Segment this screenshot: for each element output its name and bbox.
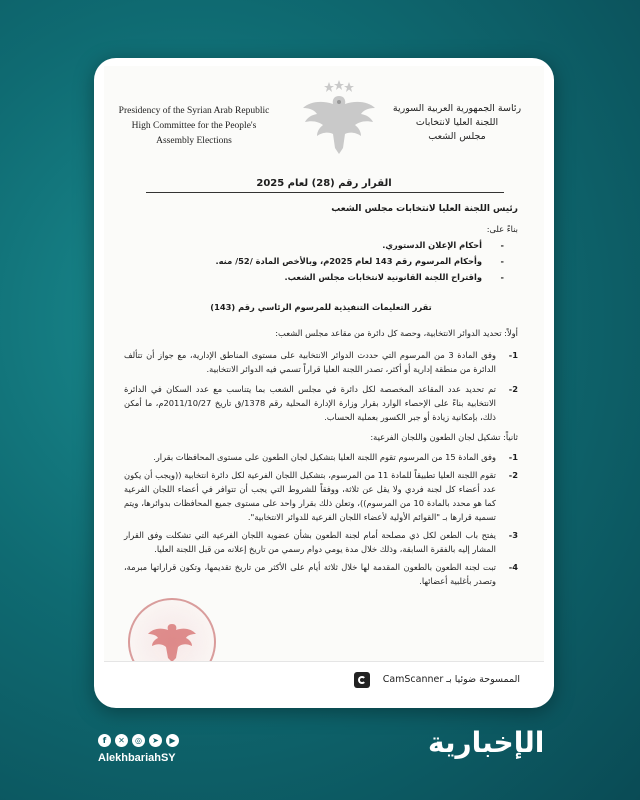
section2-title: ثانياً: تشكيل لجان الطعون واللجان الفرعية: — [370, 432, 518, 442]
x-icon[interactable]: ✕ — [115, 734, 128, 747]
decides-heading: تقرر التعليمات التنفيذية للمرسوم الرئاسي رقم (143) — [210, 302, 432, 312]
social-handle: AlekhbariahSY — [98, 752, 176, 764]
list-item: 1- وفق المادة 3 من المرسوم التي حددت الدوائر الانتخابية على مستوى المناطق الإدارية، مع جواز أن تتألف الدائرة من منطقة إدارية أو أكثر، تصدر اللجنة العليا قراراً تسمي فيه الدوائر الانتخابية. — [124, 350, 518, 374]
header-ar-line: مجلس الشعب — [428, 131, 486, 142]
header-en-line: Presidency of the Syrian Arab Republic — [118, 106, 270, 116]
issuer-line: رئيس اللجنة العليا لانتخابات مجلس الشعب — [331, 204, 518, 214]
instagram-icon[interactable]: ◎ — [132, 734, 145, 747]
list-item: - أحكام الإعلان الدستوري. — [382, 240, 504, 250]
youtube-icon[interactable]: ▶ — [166, 734, 179, 747]
header-arabic — [392, 102, 522, 144]
camscanner-text: الممسوحة ضوئيا بـ CamScanner — [382, 674, 520, 685]
header-english — [114, 104, 274, 149]
list-item: 2- تم تحديد عدد المقاعد المخصصة لكل دائرة في مجلس الشعب بما يتناسب مع عدد السكان في الدائرة الانتخابية بناءً على الإحصاء الوارد بقرار وزارة الإدارة المحلية رقم 1378/ق تاريخ 2011/10/27م، ما أمكن ذلك، بإمكانية زيادة أو جبر الكسور بعملية الحساب. — [124, 384, 518, 422]
basis-list — [124, 238, 504, 286]
document-page — [104, 66, 544, 700]
camscanner-logo-icon — [354, 672, 370, 688]
section1-title: أولاً: تحديد الدوائر الانتخابية، وحصة كل دائرة من مقاعد مجلس الشعب: — [275, 328, 518, 338]
list-item: 2- تقوم اللجنة العليا تطبيقاً للمادة 11 من المرسوم، بتشكيل اللجان الفرعية لكل دائرة انتخابية ((ويجب أن يكون عدد أعضاء كل لجنة فردي ولا يقل عن ثلاثة، ووفقاً للشروط التي يجب أن تتوافر في أعضاء اللجان الفرعية كما هو محدد بالمادة 10 من المرسوم))، وتعلن ذلك بقرار واحد على مستوى جميع المحافظات بدوائرها، ويتم تسمية قرارها بـ "القوائم الأولية لأعضاء اللجان الفرعية للدوائر الانتخابية". — [124, 470, 518, 522]
eagle-emblem-icon — [299, 78, 379, 158]
list-item: 3- يفتح باب الطعن لكل ذي مصلحة أمام لجنة الطعون بشأن عضوية اللجان الفرعية التي تشكلت وفق القرار المشار إليه بالفقرة السابقة، وذلك خلال مدة يومي دوام رسمي من تاريخ إعلانه من قبل اللجنة العليا. — [124, 530, 518, 554]
header-ar-line: اللجنة العليا لانتخابات — [415, 117, 499, 128]
brand-logo: الإخبارية — [428, 726, 545, 759]
title-divider — [146, 192, 504, 193]
document-frame — [94, 58, 554, 708]
section1-list — [124, 348, 518, 426]
based-on-label: بناءً على: — [486, 224, 518, 234]
header-en-line: High Committee for the People's — [131, 121, 257, 131]
facebook-icon[interactable]: f — [98, 734, 111, 747]
telegram-icon[interactable]: ➤ — [149, 734, 162, 747]
social-icons — [98, 734, 179, 747]
decision-title: القرار رقم (28) لعام 2025 — [256, 178, 392, 189]
list-item: 4- تبت لجنة الطعون بالطعون المقدمة لها خلال ثلاثة أيام على الأكثر من تاريخ تقديمها، وتكون قراراتها مبرمة، وتصدر بأغلبية أعضائها. — [124, 562, 518, 586]
camscanner-footer — [104, 661, 544, 700]
header-en-line: Assembly Elections — [156, 136, 232, 146]
header-ar-line: رئاسة الجمهورية العربية السورية — [392, 103, 522, 114]
list-item: - وأحكام المرسوم رقم 143 لعام 2025م، وبالأخص المادة /52/ منه. — [215, 256, 504, 266]
list-item: 1- وفق المادة 15 من المرسوم تقوم اللجنة العليا بتشكيل لجان الطعون على مستوى المحافظات بقرار. — [153, 452, 518, 462]
list-item: - واقتراح اللجنة القانونية لانتخابات مجلس الشعب. — [284, 272, 504, 282]
section2-list — [124, 450, 518, 590]
